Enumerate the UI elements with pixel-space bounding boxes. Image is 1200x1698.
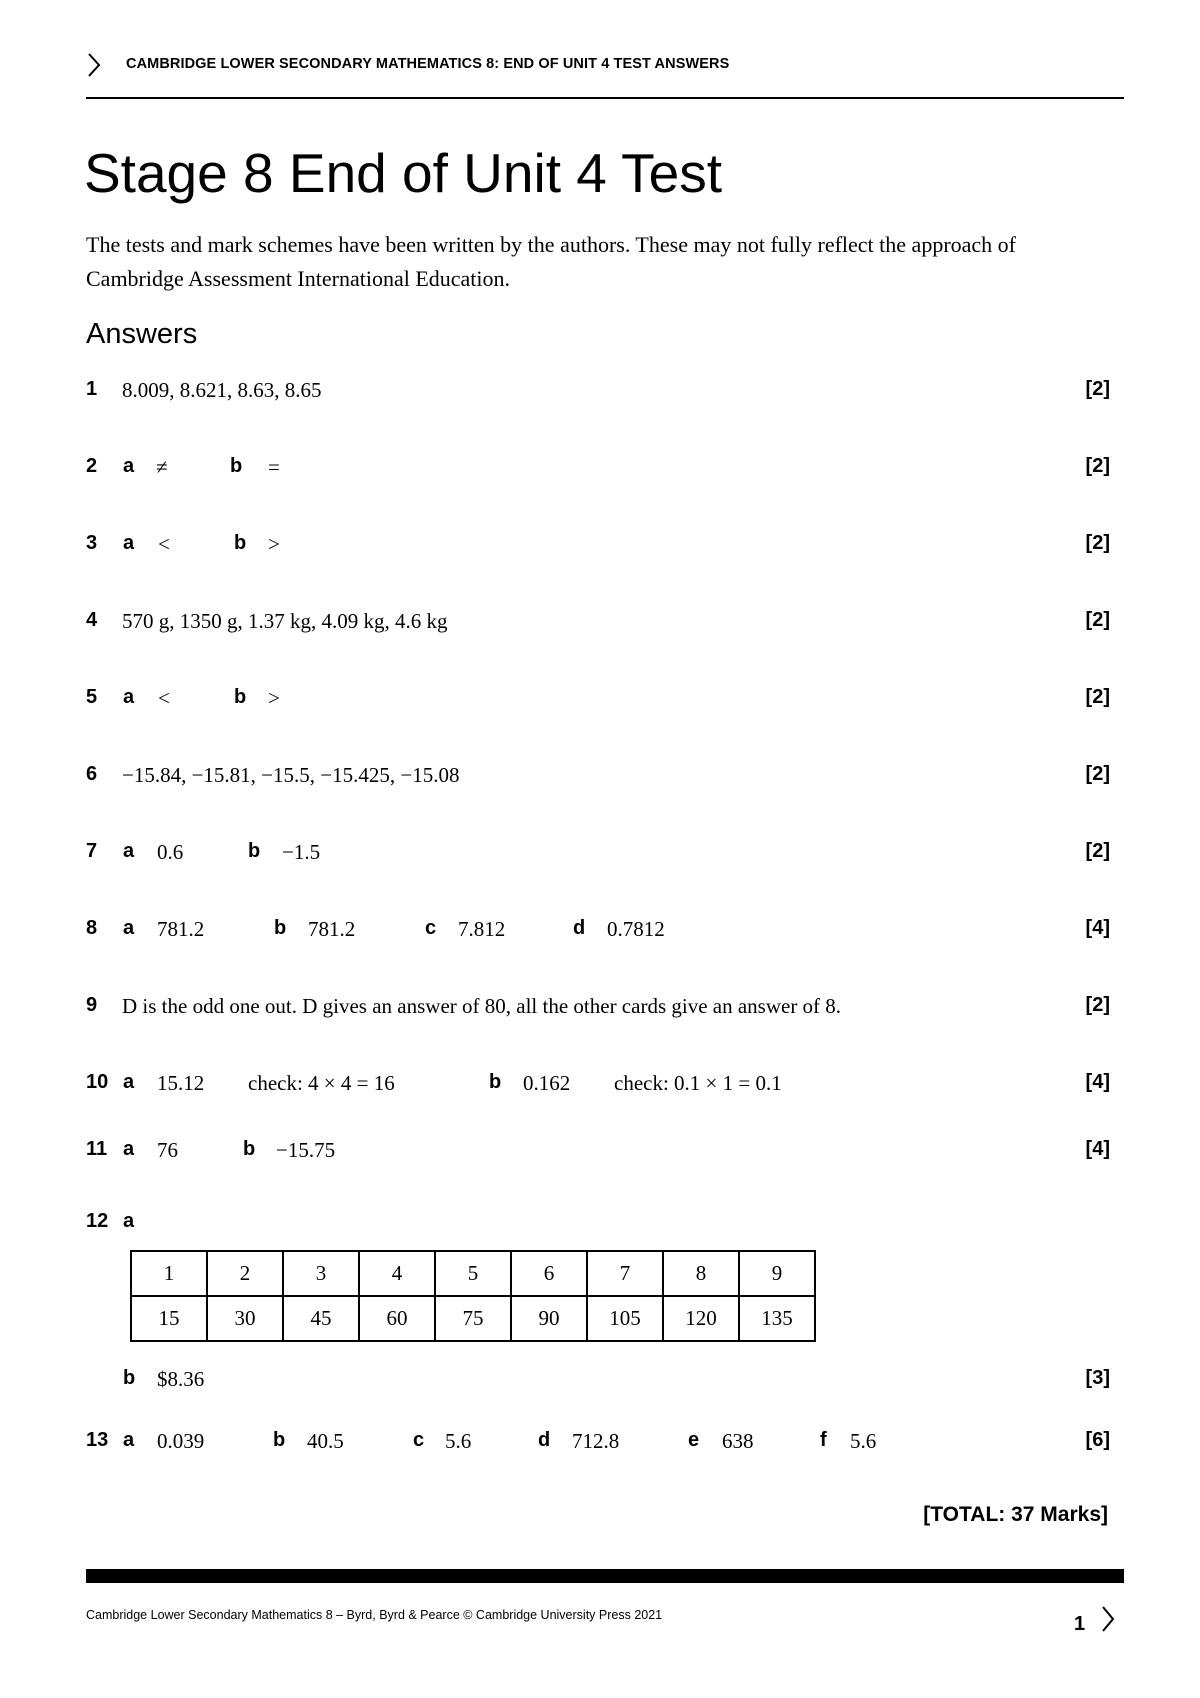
- page-number: 1: [1074, 1613, 1086, 1635]
- answer-b: 781.2: [308, 917, 356, 941]
- marks: [4]: [1085, 1138, 1110, 1160]
- answer-row-3: [86, 532, 1110, 562]
- part-label-d: d: [538, 1429, 551, 1451]
- answer-b-check: check: 0.1 × 1 = 0.1: [614, 1071, 782, 1095]
- part-label-a: a: [123, 686, 135, 708]
- answer-b: 0.162: [523, 1071, 571, 1095]
- marks: [2]: [1085, 686, 1110, 708]
- marks: [2]: [1085, 378, 1110, 400]
- part-label-a: a: [123, 917, 135, 939]
- marks: [6]: [1085, 1429, 1110, 1451]
- question-number: 4: [86, 609, 98, 631]
- answer-a-check: check: 4 × 4 = 16: [248, 1071, 395, 1095]
- part-label-e: e: [688, 1429, 700, 1451]
- answer-a: <: [158, 532, 170, 556]
- table-cell: 6: [511, 1251, 587, 1296]
- marks: [2]: [1085, 840, 1110, 862]
- answer-c: 5.6: [445, 1429, 472, 1453]
- table-cell: 3: [283, 1251, 359, 1296]
- part-label-b: b: [234, 686, 247, 708]
- answer-a: ≠: [156, 455, 168, 479]
- table-cell: 2: [207, 1251, 283, 1296]
- table-cell: 8: [663, 1251, 739, 1296]
- answer-row-11: [86, 1138, 1110, 1168]
- question-number: 8: [86, 917, 98, 939]
- chevron-right-icon[interactable]: [1100, 1605, 1116, 1633]
- answer-a: 781.2: [157, 917, 205, 941]
- part-label-d: d: [573, 917, 586, 939]
- part-label-b: b: [123, 1367, 136, 1389]
- footer-copyright: Cambridge Lower Secondary Mathematics 8 – Byrd, Byrd & Pearce © Cambridge University Press 2021: [86, 1608, 663, 1622]
- answer-b: >: [268, 686, 280, 710]
- question-number: 7: [86, 840, 98, 862]
- answer-f: 5.6: [850, 1429, 877, 1453]
- footer-bar: [86, 1569, 1124, 1583]
- answer-d: 712.8: [572, 1429, 620, 1453]
- answer-row-6: [86, 763, 1110, 793]
- answer-text: 8.009, 8.621, 8.63, 8.65: [122, 378, 322, 402]
- part-label-b: b: [489, 1071, 502, 1093]
- answer-a: 0.039: [157, 1429, 205, 1453]
- question-number: 3: [86, 532, 98, 554]
- answer-a: 76: [157, 1138, 178, 1162]
- table-cell: 75: [435, 1296, 511, 1341]
- answer-c: 7.812: [458, 917, 506, 941]
- marks: [2]: [1085, 532, 1110, 554]
- table-cell: 4: [359, 1251, 435, 1296]
- question-number: 9: [86, 994, 98, 1016]
- marks: [2]: [1085, 455, 1110, 477]
- part-label-b: b: [274, 917, 287, 939]
- answer-text: D is the odd one out. D gives an answer of 80, all the other cards give an answer of 8.: [122, 994, 842, 1018]
- table-cell: 1: [131, 1251, 207, 1296]
- answer-row-2: [86, 455, 1110, 485]
- question-number: 10: [86, 1071, 109, 1093]
- answer-b: >: [268, 532, 280, 556]
- table-row: [131, 1251, 815, 1296]
- table-cell: 90: [511, 1296, 587, 1341]
- answer-row-9: [86, 994, 1110, 1024]
- chevron-right-icon: [86, 52, 102, 78]
- part-label-b: b: [230, 455, 243, 477]
- question-number: 11: [86, 1138, 108, 1160]
- intro-paragraph: The tests and mark schemes have been written by the authors. These may not fully reflect the approach of Cambridge Assessment International Education.: [86, 232, 1016, 291]
- question-number: 5: [86, 686, 98, 708]
- question-number: 2: [86, 455, 98, 477]
- answer-a: <: [158, 686, 170, 710]
- marks: [2]: [1085, 609, 1110, 631]
- part-label-a: a: [123, 455, 135, 477]
- answer-b: $8.36: [157, 1367, 205, 1391]
- table-cell: 15: [131, 1296, 207, 1341]
- marks: [4]: [1085, 1071, 1110, 1093]
- answer-row-1: [86, 378, 1110, 408]
- running-header: CAMBRIDGE LOWER SECONDARY MATHEMATICS 8: END OF UNIT 4 TEST ANSWERS: [126, 56, 730, 72]
- total-marks: [TOTAL: 37 Marks]: [923, 1503, 1108, 1526]
- part-label-b: b: [243, 1138, 256, 1160]
- page-title: Stage 8 End of Unit 4 Test: [84, 142, 723, 204]
- answer-d: 0.7812: [607, 917, 665, 941]
- part-label-a: a: [123, 532, 135, 554]
- answer-row-4: [86, 609, 1110, 639]
- answer-b: −15.75: [276, 1138, 336, 1162]
- table-cell: 45: [283, 1296, 359, 1341]
- table-row: [131, 1296, 815, 1341]
- marks: [3]: [1085, 1367, 1110, 1389]
- part-label-f: f: [820, 1429, 827, 1451]
- answer-row-10: [86, 1071, 1110, 1101]
- answer-text: 570 g, 1350 g, 1.37 kg, 4.09 kg, 4.6 kg: [122, 609, 448, 633]
- part-label-b: b: [273, 1429, 286, 1451]
- answer-a: 0.6: [157, 840, 184, 864]
- answer-b: −1.5: [282, 840, 321, 864]
- part-label-a: a: [123, 1210, 135, 1232]
- answer-row-13: [86, 1429, 1110, 1459]
- answer-row-5: [86, 686, 1110, 716]
- answers-heading: Answers: [86, 318, 198, 350]
- question-number: 6: [86, 763, 98, 785]
- answer-a: 15.12: [157, 1071, 205, 1095]
- answer-row-12b: [86, 1367, 1110, 1397]
- table-cell: 30: [207, 1296, 283, 1341]
- table-cell: 120: [663, 1296, 739, 1341]
- answer-row-8: [86, 917, 1110, 947]
- part-label-b: b: [248, 840, 261, 862]
- table-cell: 135: [739, 1296, 815, 1341]
- question-number: 13: [86, 1429, 109, 1451]
- table-cell: 60: [359, 1296, 435, 1341]
- answer-text: −15.84, −15.81, −15.5, −15.425, −15.08: [122, 763, 460, 787]
- marks: [2]: [1085, 763, 1110, 785]
- multiples-table: [130, 1250, 816, 1342]
- part-label-c: c: [425, 917, 437, 939]
- part-label-b: b: [234, 532, 247, 554]
- table-cell: 7: [587, 1251, 663, 1296]
- answer-b: =: [268, 455, 280, 479]
- part-label-c: c: [413, 1429, 425, 1451]
- marks: [4]: [1085, 917, 1110, 939]
- part-label-a: a: [123, 1429, 135, 1451]
- table-cell: 105: [587, 1296, 663, 1341]
- answer-row-7: [86, 840, 1110, 870]
- answer-row-12: [86, 1210, 1110, 1240]
- table-cell: 9: [739, 1251, 815, 1296]
- answer-b: 40.5: [307, 1429, 344, 1453]
- part-label-a: a: [123, 1071, 135, 1093]
- part-label-a: a: [123, 840, 135, 862]
- marks: [2]: [1085, 994, 1110, 1016]
- header-rule: [86, 97, 1124, 99]
- question-number: 12: [86, 1210, 109, 1232]
- table-cell: 5: [435, 1251, 511, 1296]
- part-label-a: a: [123, 1138, 135, 1160]
- answer-e: 638: [722, 1429, 754, 1453]
- question-number: 1: [86, 378, 98, 400]
